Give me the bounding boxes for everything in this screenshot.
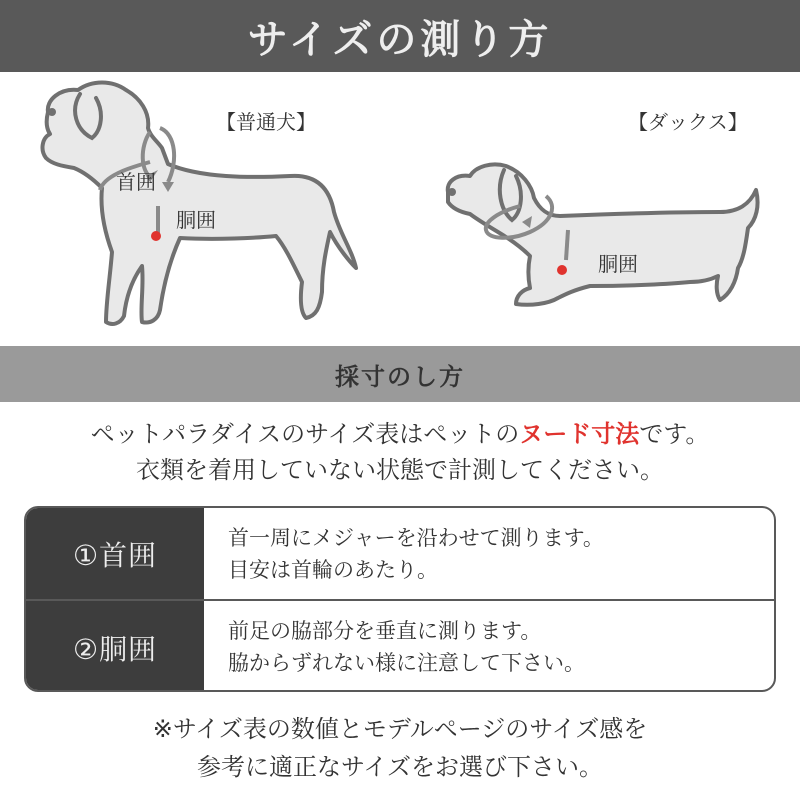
section-header bbox=[0, 346, 800, 402]
measurement-illustration bbox=[0, 72, 800, 346]
normal-dog-label: 【普通犬】 bbox=[216, 110, 316, 134]
table-row bbox=[26, 508, 774, 599]
row-description bbox=[228, 615, 585, 679]
intro-line-2: 衣類を着用していない状態で計測してください。 bbox=[136, 456, 664, 484]
intro-line-1 bbox=[0, 416, 800, 452]
intro-suffix: です。 bbox=[639, 420, 710, 448]
intro-prefix: ペットパラダイスのサイズ表はペットの bbox=[90, 420, 520, 448]
measurement-table bbox=[24, 506, 776, 692]
dachshund-figure bbox=[448, 164, 758, 304]
row-desc-line: 首一周にメジャーを沿わせて測ります。 bbox=[228, 526, 604, 550]
nude-dimension-emphasis: ヌード寸法 bbox=[519, 420, 640, 448]
row-desc-line: 前足の脇部分を垂直に測ります。 bbox=[228, 619, 542, 643]
intro-text bbox=[0, 416, 800, 488]
chest-label-dachshund: 胴囲 bbox=[598, 252, 638, 276]
row-description bbox=[228, 522, 604, 586]
neck-label: 首囲 bbox=[116, 170, 156, 194]
row-heading-neck: ①首囲 bbox=[26, 508, 204, 599]
page-title: サイズの測り方 bbox=[247, 16, 553, 63]
row-desc-line: 目安は首輪のあたり。 bbox=[228, 558, 438, 582]
footnote-line-2: 参考に適正なサイズをお選び下さい。 bbox=[196, 753, 604, 781]
footnote bbox=[0, 710, 800, 786]
table-row bbox=[26, 601, 774, 692]
row-desc-line: 脇からずれない様に注意して下さい。 bbox=[228, 651, 585, 675]
title-bar bbox=[0, 0, 800, 72]
row-heading-chest: ②胴囲 bbox=[26, 601, 204, 692]
chest-label-normal: 胴囲 bbox=[176, 208, 216, 232]
section-title: 採寸のし方 bbox=[335, 362, 465, 391]
footnote-line-1: ※サイズ表の数値とモデルページのサイズ感を bbox=[152, 715, 648, 743]
dachshund-label: 【ダックス】 bbox=[628, 110, 748, 134]
